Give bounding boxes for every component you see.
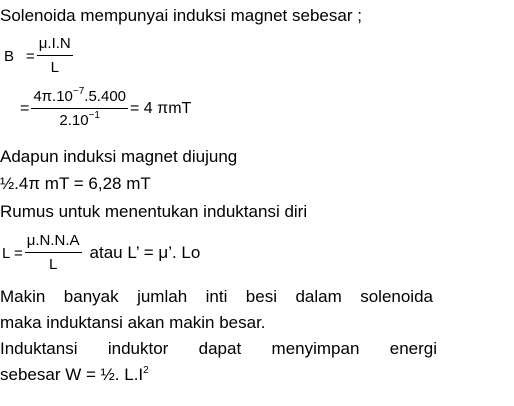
formula-l-lhs: L = xyxy=(2,244,23,262)
para1-line1-text: Makin banyak jumlah inti besi dalam solenoida xyxy=(0,287,433,306)
formula-l xyxy=(2,227,200,279)
formula-b-denominator: L xyxy=(50,59,59,76)
numerator-exponent: −7 xyxy=(72,86,85,97)
para1-line2: maka induktansi akan makin besar. xyxy=(0,313,266,332)
formula-b-lhs: B xyxy=(4,47,15,65)
formula-l-numerator: μ.N.N.A xyxy=(25,232,82,253)
para2-line2 xyxy=(0,365,149,385)
formula-calc-denominator xyxy=(59,109,100,130)
numerator-tail: .5.400 xyxy=(84,88,127,105)
formula-l-denominator: L xyxy=(48,256,58,273)
formula-l-fraction xyxy=(25,232,82,274)
formula-b-equals: = xyxy=(26,47,35,65)
formula-b-numerator: μ.I.N xyxy=(37,35,73,56)
para2-line1-text: Induktansi induktor dapat menyimpan energi xyxy=(0,339,437,358)
end-induction-value: ½.4π mT = 6,28 mT xyxy=(0,174,151,193)
formula-l-alt: atau L’ = μ’. Lo xyxy=(89,243,201,262)
formula-calc xyxy=(20,84,191,134)
formula-calc-result: = 4 πmT xyxy=(130,100,192,117)
formula-calc-fraction xyxy=(31,88,128,130)
end-induction-text: Adapun induksi magnet diujung xyxy=(0,147,238,166)
inductance-text: Rumus untuk menentukan induktansi diri xyxy=(0,202,308,221)
numerator-base: 4π.10 xyxy=(33,88,73,105)
formula-calc-numerator xyxy=(31,88,128,109)
para2-line2-text: sebesar W = ½. L.I xyxy=(0,365,144,384)
denominator-exponent: −1 xyxy=(88,110,100,121)
denominator-base: 2.10 xyxy=(59,112,89,129)
formula-b-fraction xyxy=(37,35,73,77)
intro-text: Solenoida mempunyai induksi magnet sebesar ; xyxy=(0,6,362,25)
para2-exponent: 2 xyxy=(143,365,149,376)
formula-calc-equals: = xyxy=(20,100,30,117)
para1-line1 xyxy=(0,287,433,307)
para2-line1 xyxy=(0,339,437,359)
formula-b xyxy=(4,30,73,82)
